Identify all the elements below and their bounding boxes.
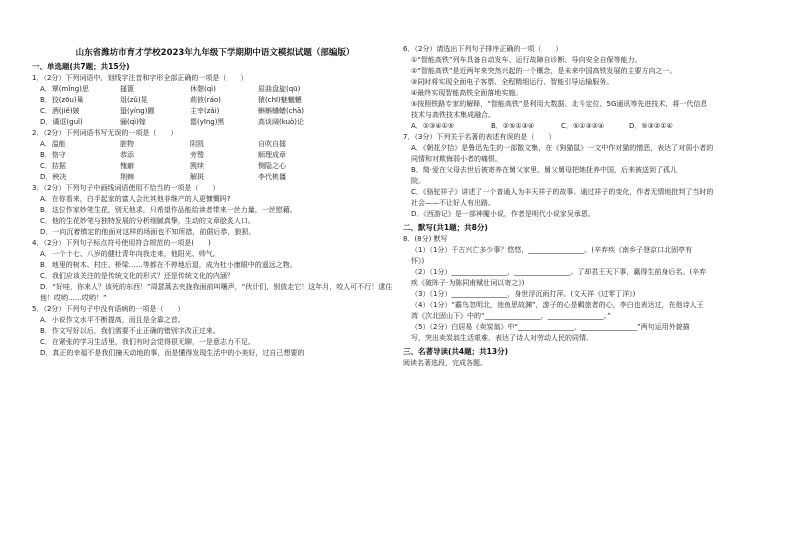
option-row	[32, 139, 398, 150]
option-cell: 李代桃僵	[258, 173, 286, 181]
section-3-intro: 阅读名著选段，完成各题。	[403, 359, 487, 367]
text-line: ④最终实现智能高铁全面落地实施。	[411, 89, 523, 97]
text-line: ③同时将实现全面电子客票、全程精细运行、智能引导运输服务。	[411, 78, 614, 86]
option-cell: 阴凯	[190, 140, 204, 148]
option-cell: D．⑤③②①④	[629, 122, 673, 130]
question-7: 7．（3分）下列关于名著的表述有误的是（ ）	[403, 133, 556, 141]
question-6-options	[403, 121, 771, 132]
option-cell: 主宰(zǎi)	[190, 107, 220, 115]
text-line: （4）（1分）“霸鸟忽明北，池鱼思故渊”，游子的心是羁旅者的心，李白也表达过，在他诗人王	[411, 301, 704, 309]
text-line: A．《朝花夕拾》是鲁迅先生的一部散文集，在《狗猫鼠》一文中作对猫的憎恶，表达了对弱小者的	[411, 144, 714, 152]
text-line: A．小说作文水平不断提高，而且是全靠之首。	[40, 316, 185, 324]
option-cell: B．②⑤①③④	[491, 122, 535, 130]
option-row	[32, 150, 398, 161]
option-cell: 高谈阔(kuò)论	[258, 118, 305, 126]
text-line: C．我们应该关注的是传统文化的形式？还是传统文化的内涵？	[40, 272, 234, 280]
option-row	[32, 106, 398, 117]
option-cell: 蝌蝌蛐蟮(chā)	[258, 107, 305, 115]
text-line: （2）（1分）________________，________________。了却君王天下事，赢得生前身后名。(辛弃	[411, 268, 707, 276]
text-line: C．在紧张的学习生活里，我们有时会觉得很无聊，一是意志力不足。	[40, 338, 255, 346]
option-row	[32, 117, 398, 128]
option-cell: 自吹自擂	[258, 140, 286, 148]
text-line: D．《西游记》是一部神魔小说，作者是明代小说家吴承恩。	[411, 210, 595, 218]
option-cell: 旁鹫	[190, 151, 204, 159]
text-line: D．“好哇，你来人？该死的东西！”周瑟蒿去夹拢我面前叫嚷声，“伙计们，别放走它！这年月，咬人可不行！逮住他！哎哟……哎哟！”	[40, 283, 393, 302]
text-line: ①“智能高铁”列车具备自动发车、运行故障自诊断、导向安全自保等能力。	[411, 56, 642, 64]
text-line: C．他的生花妙笔与独特发展的分析细腻真挚，生动的文章脍炙人口。	[40, 217, 255, 225]
option-cell: 屈曲盘旋(qū)	[258, 85, 301, 93]
option-cell: 罂(yīng)黑	[190, 118, 225, 126]
text-line: B．简·爱在父母去世后被寄养在舅父家里。舅父舅母把她抚养中国，后来被送到了孤儿	[411, 166, 678, 174]
exam-title: 山东省潍坊市育才学校2023年九年级下学期期中语文模拟试题（部编版）	[75, 48, 355, 58]
text-line: D．一向沉着镇定的他面对这样的场面也不知所措，前倨后恭，狼狈。	[40, 228, 256, 236]
text-line: B．作文写好以后，我们需要不止正确的错别字改正过来。	[40, 327, 220, 335]
option-cell: 恭添	[120, 151, 134, 159]
option-row	[32, 84, 398, 95]
text-line: B．地里的树木、村庄、桥梁……等都在不停地后退，成为杜小康眼中的遥远之物。	[40, 261, 297, 269]
option-cell: 荆棘	[120, 173, 134, 181]
question-7-options	[403, 143, 771, 220]
text-line: C．《骆驼祥子》讲述了一个普通人为丰天祥子的故事。通过祥子的变化，作者无情地批判了当时的	[411, 188, 714, 196]
text-line: 技术与高铁技术集成融合。	[411, 111, 495, 119]
option-row	[32, 172, 398, 183]
option-cell: 骊(qì)嫁	[120, 118, 146, 126]
option-cell: C．酒(jiě)皴	[40, 107, 80, 115]
option-cell: 休憩(qì)	[190, 85, 216, 93]
option-cell: 觊续	[190, 162, 204, 170]
option-cell: 愧癖	[120, 162, 134, 170]
option-cell: A．覃(mǐng)思	[40, 85, 89, 93]
option-cell: 猿(chī)魅魍魉	[258, 96, 302, 104]
text-line: 湾《次北固山下》中的“________________，________________。”	[411, 312, 611, 320]
left-column	[32, 0, 398, 359]
question-3-options	[32, 194, 398, 238]
option-cell: B．恪守	[40, 151, 66, 159]
option-cell: C．⑤①③②④	[561, 122, 605, 130]
question-2: 2．（2分）下列词语书写无误的一项是（ ）	[32, 129, 178, 137]
question-5: 5．（2分）下列句子中没有语病的一项是（ ）	[32, 305, 185, 313]
option-cell: D．秧决	[40, 173, 67, 181]
option-cell: 解斑	[190, 173, 204, 181]
text-line: 同情和对欺侮弱小者的痛恨。	[411, 155, 502, 163]
option-cell: 蛩(yíng)圃	[120, 107, 155, 115]
text-line: D．真正的幸福不是我们撞天动地的事，而是懂得发现生活中的小美好，过自己想要的	[40, 349, 305, 357]
right-column	[403, 44, 771, 369]
text-line: A．一个十七、八岁的健壮青年向我走来，他阳光、帅气。	[40, 250, 220, 258]
question-5-options	[32, 315, 398, 359]
section-1-heading: 一、单选题(共7题；共15分)	[32, 62, 130, 71]
question-6-sentences	[403, 55, 771, 121]
text-line: A．在你看来，白手起家的富人会比其他非继产的人更慷慨吗?	[40, 195, 231, 203]
option-cell: 搔篦	[120, 85, 134, 93]
section-3-heading: 三、名著导读(共4题；共13分)	[403, 347, 509, 356]
question-8-items	[403, 245, 771, 344]
option-cell: B．狡(zōu)巢	[40, 96, 84, 104]
text-line: 疾《破阵子·为陈同甫赋壮词以寄之》)	[411, 279, 525, 287]
text-line: ②“智能高铁”是近两年来突然兴起的一个概念，是未来中国高铁发展的主要方向之一。	[411, 67, 677, 75]
section-2-heading: 二、默写(共1题；共8分)	[403, 223, 488, 232]
question-1: 1．（2分）下列词语中，划线字注音和字形全部正确的一项是（ ）	[32, 74, 248, 82]
text-line: （5）（2分）白居易《卖炭翁》中“________________，________________”两句运用外貌描	[411, 323, 690, 331]
text-line: 社会——不让好人有出路。	[411, 199, 495, 207]
option-cell: 脏物	[120, 140, 134, 148]
option-row	[32, 95, 398, 106]
text-line: 院。	[411, 177, 425, 185]
option-row	[32, 161, 398, 172]
text-line: 怀》)	[411, 257, 425, 265]
text-line: 写，突出卖炭翁生活艰难，表达了诗人对劳动人民的同情。	[411, 334, 593, 342]
question-8: 8．(8分) 默写	[403, 235, 448, 243]
option-cell: A．②③④①⑤	[411, 122, 455, 130]
text-line: B．这位作家妙笔生花，别无他求，只希望作品能给读者带来一丝力量，一丝慰藉。	[40, 206, 297, 214]
option-cell: A．温能	[40, 140, 66, 148]
text-line: ⑤按照铁路专家的解释，“智能高铁”是利用大数据、北斗定位、5G通讯等先进技术，将一代信息	[411, 100, 708, 108]
question-2-options	[32, 139, 398, 183]
option-cell: 俎(zǔ)晃	[120, 96, 148, 104]
question-4-options	[32, 249, 398, 304]
option-cell: D．谲诓(guǐ)	[40, 118, 83, 126]
text-line: （1）（1分）千古兴亡多少事？悠悠，________________。(辛弃疾《南乡子登京口北固亭有	[411, 246, 693, 254]
text-line: （3）（1分）________________，身世浮沉雨打萍。(文天祥《过零丁洋》)	[411, 290, 636, 298]
question-3: 3．（2分）下列句子中画线词语使用不恰当的一项是（ ）	[32, 184, 220, 192]
option-cell: 恻隐之心	[258, 162, 286, 170]
question-4: 4．（2分）下列句子标点符号使用符合规范的一项是( )	[32, 239, 211, 247]
option-cell: 荊彼(ráo)	[190, 96, 221, 104]
question-1-options	[32, 84, 398, 128]
question-6: 6．（2分）请选出下列句子排序正确的一项（ ）	[403, 45, 563, 53]
option-cell: 顺理成章	[258, 151, 286, 159]
option-cell: C．拮据	[40, 162, 66, 170]
